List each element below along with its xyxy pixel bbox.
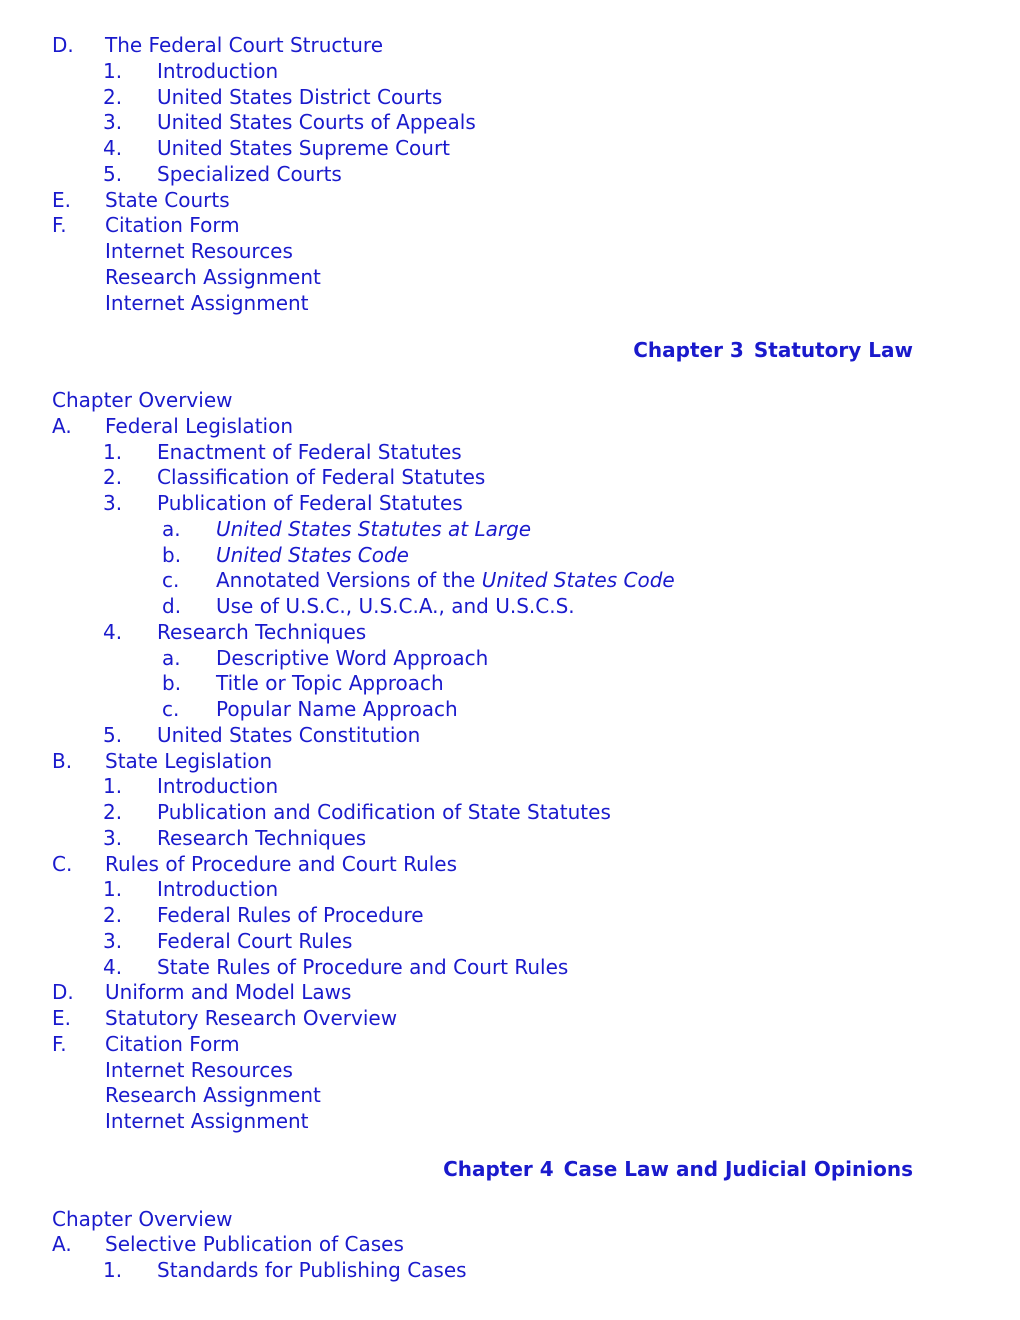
toc-entry[interactable] [0,188,1000,212]
toc-entry-text: United States Courts of Appeals [157,110,476,135]
toc-entry-title [216,568,675,592]
toc-entry-text: Federal Rules of Procedure [157,903,424,927]
toc-entry-number: 2. [103,465,123,490]
toc-entry[interactable] [0,903,1000,927]
toc-entry-number: F. [52,213,67,238]
toc-entry-title [157,929,352,953]
chapter-number: Chapter 4 [443,1156,554,1181]
toc-entry-number: 4. [103,136,123,160]
toc-entry[interactable] [0,239,1000,263]
toc-entry[interactable] [0,110,1000,134]
toc-entry[interactable] [0,291,1000,315]
toc-entry-text: Introduction [157,774,279,799]
toc-entry-title [157,110,476,134]
toc-entry-text: United States Constitution [157,722,421,747]
toc-entry-number: 3. [103,928,123,953]
toc-entry[interactable] [0,265,1000,289]
toc-entry[interactable] [0,774,1000,798]
toc-entry-text: Selective Publication of Cases [105,1232,404,1257]
toc-entry-text: Research Assignment [105,1083,321,1108]
toc-entry[interactable] [0,85,1000,109]
toc-entry-number: d. [162,594,182,618]
toc-entry-title [216,671,444,695]
toc-entry-title [216,697,458,721]
toc-entry-title [157,826,366,850]
toc-entry[interactable] [0,414,1000,438]
toc-entry-text: Standards for Publishing Cases [157,1258,467,1282]
toc-entry-text: Publication and Codification of State Statutes [157,800,611,824]
toc-entry-number: 1. [103,877,123,902]
toc-entry[interactable] [0,1006,1000,1030]
toc-entry-number: 5. [103,161,123,186]
toc-entry-title [105,1006,397,1030]
toc-entry-text: Enactment of Federal Statutes [157,439,462,464]
toc-entry-title [157,877,278,901]
toc-entry-text: Specialized Courts [157,161,342,186]
toc-entry[interactable] [0,646,1000,670]
toc-entry-text: Rules of Procedure and Court Rules [105,851,458,876]
toc-entry-text: Use of U.S.C., U.S.C.A., and U.S.C.S. [216,594,575,618]
toc-entry-number: A. [52,1232,72,1257]
toc-entry-text: Research Techniques [157,825,367,850]
toc-entry[interactable] [0,1232,1000,1256]
toc-entry[interactable] [0,877,1000,901]
toc-entry-title [105,213,240,237]
toc-entry-title [105,414,293,438]
toc-entry[interactable] [0,697,1000,721]
toc-entry-number: 4. [103,619,123,644]
toc-entry-title [105,1109,309,1133]
toc-entry-title [157,723,420,747]
toc-entry-title [52,1207,232,1231]
toc-entry[interactable] [0,568,1000,592]
toc-entry-title [216,594,575,618]
toc-entry[interactable] [0,465,1000,489]
toc-entry[interactable] [0,491,1000,515]
toc-entry-title [157,620,366,644]
toc-entry-number: 1. [103,1258,123,1282]
toc-entry-text: Citation Form [105,1031,240,1056]
toc-entry[interactable] [0,543,1000,567]
toc-entry-number: D. [52,33,74,57]
toc-entry-text: Internet Assignment [105,1109,309,1133]
toc-entry-title [157,955,568,979]
toc-entry[interactable] [0,162,1000,186]
toc-entry-title [105,749,272,773]
toc-entry-title [105,265,321,289]
toc-entry-text: Classification of Federal Statutes [157,465,486,490]
toc-entry-text: Statutory Research Overview [105,1006,398,1030]
toc-entry-title [216,517,531,541]
toc-entry[interactable] [0,33,1000,57]
chapter-number: Chapter 3 [633,338,744,363]
toc-entry-number: E. [52,1006,71,1030]
toc-entry[interactable] [0,1032,1000,1056]
toc-entry-text: Popular Name Approach [216,697,458,721]
toc-entry-title [105,852,457,876]
toc-entry-text: Citation Form [105,213,240,238]
toc-entry-number: c. [162,697,180,721]
toc-entry-number: a. [162,645,181,670]
toc-entry[interactable] [0,749,1000,773]
toc-entry-text: Introduction [157,877,279,902]
toc-entry-number: 2. [103,84,123,109]
toc-entry-text: United States District Courts [157,84,443,109]
toc-entry-number: 3. [103,491,123,515]
toc-entry-number: C. [52,851,73,876]
toc-entry-number: b. [162,542,182,567]
toc-entry-text: The Federal Court Structure [105,33,383,57]
toc-entry-number: A. [52,413,72,438]
toc-entry-number: 1. [103,58,123,83]
toc-entry-text: State Courts [105,187,230,212]
toc-entry-number: F. [52,1031,67,1056]
toc-entry-number: a. [162,516,181,541]
toc-entry-text: State Legislation [105,748,273,773]
toc-entry[interactable] [0,1109,1000,1133]
chapter-title: Case Law and Judicial Opinions [563,1156,913,1181]
toc-entry-text: Internet Resources [105,1057,293,1082]
toc-entry-title [157,440,462,464]
toc-entry[interactable] [0,826,1000,850]
toc-entry[interactable] [0,955,1000,979]
toc-entry[interactable] [0,59,1000,83]
toc-entry-title [157,903,424,927]
chapter-heading [443,1157,913,1181]
toc-entry-italic-title: United States Code [216,542,409,567]
toc-entry[interactable] [0,980,1000,1004]
chapter-heading [633,338,913,362]
toc-entry-italic-title: United States Statutes at Large [216,516,532,541]
toc-entry[interactable] [0,136,1000,160]
toc-entry-text: Internet Assignment [105,290,309,315]
toc-entry-number: 1. [103,774,123,799]
toc-entry-number: 2. [103,800,123,824]
toc-entry[interactable] [0,388,1000,412]
toc-entry[interactable] [0,671,1000,695]
toc-entry-number: 2. [103,903,123,927]
toc-entry-number: 3. [103,110,123,135]
toc-entry-title [105,980,351,1004]
toc-entry-title [157,1258,467,1282]
toc-entry-text: Annotated Versions of the [216,568,482,593]
toc-entry-text: Chapter Overview [52,1206,233,1231]
toc-entry-text: Title or Topic Approach [216,671,444,696]
toc-entry-text: Internet Resources [105,239,293,263]
toc-entry-title [105,1058,293,1082]
toc-entry-text: Chapter Overview [52,388,233,412]
toc-entry[interactable] [0,440,1000,464]
toc-entry-number: 5. [103,722,123,747]
toc-entry-number: D. [52,980,74,1005]
toc-entry[interactable] [0,1083,1000,1107]
toc-entry-italic-title: United States Code [481,568,675,593]
toc-entry[interactable] [0,929,1000,953]
toc-entry-text: State Rules of Procedure and Court Rules [157,954,569,979]
toc-entry-text: Research Techniques [157,619,367,644]
toc-entry-title [52,388,232,412]
toc-entry-title [157,465,485,489]
toc-entry[interactable] [0,1207,1000,1231]
toc-entry-title [157,774,278,798]
toc-entry-text: Research Assignment [105,264,321,289]
toc-entry-title [157,162,342,186]
toc-entry-title [105,291,309,315]
toc-entry-title [105,1232,404,1256]
toc-entry-title [105,1083,321,1107]
chapter-title: Statutory Law [753,338,913,363]
toc-entry[interactable] [0,620,1000,644]
toc-entry-number: 1. [103,439,123,464]
toc-entry-text: Federal Court Rules [157,928,353,953]
toc-entry-title [105,33,383,57]
toc-entry-number: c. [162,568,180,593]
toc-entry-title [157,136,450,160]
toc-entry-title [157,59,278,83]
toc-entry-title [216,646,488,670]
toc-entry[interactable] [0,852,1000,876]
toc-entry[interactable] [0,517,1000,541]
toc-entry-title [216,543,409,567]
toc-entry[interactable] [0,1258,1000,1282]
toc-entry-number: 4. [103,954,123,979]
toc-entry-text: Publication of Federal Statutes [157,491,463,515]
toc-entry-number: B. [52,748,73,773]
toc-entry-number: 3. [103,825,123,850]
toc-entry-number: E. [52,187,71,212]
toc-entry-text: Descriptive Word Approach [216,645,489,670]
toc-entry[interactable] [0,1058,1000,1082]
toc-entry-title [157,800,611,824]
toc-entry-title [105,239,293,263]
toc-entry[interactable] [0,800,1000,824]
toc-entry[interactable] [0,594,1000,618]
toc-entry[interactable] [0,723,1000,747]
toc-entry-text: Introduction [157,58,279,83]
toc-entry-text: Uniform and Model Laws [105,980,352,1005]
toc-entry-title [105,188,230,212]
toc-entry-number: b. [162,671,182,696]
toc-entry-title [157,491,463,515]
toc-entry-title [157,85,442,109]
toc-entry[interactable] [0,213,1000,237]
toc-entry-title [105,1032,240,1056]
toc-entry-text: United States Supreme Court [157,136,451,160]
toc-entry-text: Federal Legislation [105,413,293,438]
